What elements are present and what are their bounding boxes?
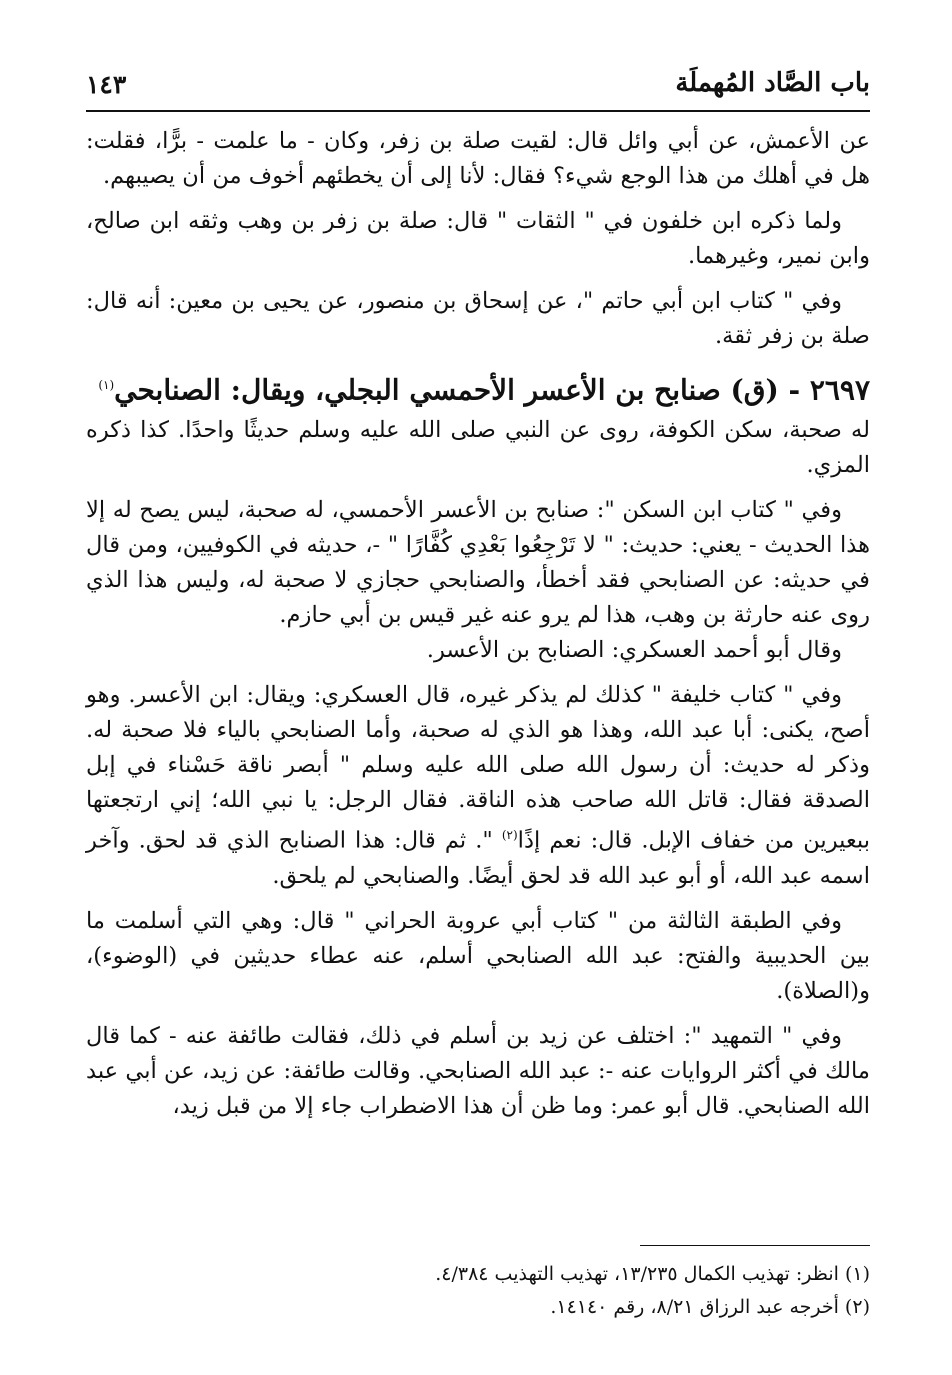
paragraph-sahaba: له صحبة، سكن الكوفة، روى عن النبي صلى الله عليه وسلم حديثًا واحدًا. كذا ذكره المزي. (86, 417, 870, 479)
paragraph-tamhid: وفي " التمهيد ": اختلف عن زيد بن أسلم في ذلك، فقالت طائفة عنه - كما قال مالك في أكثر الروايات عنه -: عبد الله الصنابحي. وقالت طائفة: عن زيد، عن أبي عبد الله الصنابحي. قال أبو عمر: وما ظن أن هذا الاضطراب جاء إلا من قبل زيد، (86, 1022, 870, 1119)
khalifa-text-start: وفي " كتاب خليفة " كذلك لم يذكر غيره، قال العسكري: ويقال: ابن الأعسر. وهو أصح، يكنى: أبا عبد الله، وهذا هو الذي له صحبة، وأما الصنابحي بالياء فلا صحبة له. وذكر له حديث: أن رسول الله صلى الله عليه وسلم " أبصر ناقة حَسْناء في إبل الصدقة فقال: قاتل الله صاحب هذه الناقة. فقال الرجل: يا نبي الله؛ إني ارتجعتها ببعيرين من خفاف الإبل. قال: نعم إذًا (86, 682, 870, 854)
footnote-ref-1: (١) (98, 378, 115, 392)
paragraph-askari: وقال أبو أحمد العسكري: الصنابح بن الأعسر. (426, 637, 842, 664)
paragraph-amash: عن الأعمش، عن أبي وائل قال: لقيت صلة بن زفر، وكان - ما علمت - برًّا، فقلت: هل في أهلك من هذا الوجع شيء؟ فقال: لأنا إلى أن يخطئهم أخوف من أن يصيبهم. (86, 128, 870, 189)
entry-heading (86, 362, 870, 413)
page-body (86, 124, 870, 1124)
footnote-divider (640, 1245, 870, 1246)
paragraph-ibn-abi-hatim: وفي " كتاب ابن أبي حاتم "، عن إسحاق بن منصور، عن يحيى بن معين: أنه قال: صلة بن زفر ثقة. (86, 288, 870, 349)
paragraph-abu-aruba: وفي الطبقة الثالثة من " كتاب أبي عروبة الحراني " قال: وهي التي أسلمت ما بين الحديبية والفتح: عبد الله الصنابحي أسلم، عنه عطاء حديثين في (الوضوء)، و(الصلاة). (86, 907, 870, 1004)
footnote-1: (١) انظر: تهذيب الكمال ١٣/٢٣٥، تهذيب التهذيب ٤/٣٨٤. (435, 1263, 870, 1285)
paragraph-ibn-khalfun: ولما ذكره ابن خلفون في " الثقات " قال: صلة بن زفر بن وهب وثقه ابن صالح، وابن نمير، وغيرهما. (86, 208, 870, 269)
paragraph-ibn-al-sakan: وفي " كتاب ابن السكن ": صنابح بن الأعسر الأحمسي، له صحبة، ليس يصح له إلا هذا الحديث - يعني: حديث: " لا تَرْجِعُوا بَعْدِي كُفَّارًا " -، حديثه في الكوفيين، ومن قال في حديثه: عن الصنابحي فقد أخطأ، والصنابحي حجازي لا صحبة له، وليس هذا الذي روى عنه حارثة بن وهب، هذا لم يرو عنه غير قيس بن أبي حازم. (86, 497, 870, 629)
paragraph-khalifa (86, 678, 870, 894)
chapter-title: باب الصَّاد المُهملَة (675, 68, 870, 98)
running-header (86, 66, 870, 112)
khalifa-text-end: ". ثم قال: هذا الصنابح الذي قد لحق. وآخر اسمه عبد الله، أو أبو عبد الله قد لحق أيضًا. والصنابحي لم يلحق. (86, 827, 870, 889)
footnote-2: (٢) أخرجه عبد الرزاق ٨/٢١، رقم ١٤١٤٠. (550, 1296, 870, 1318)
entry-title: ٢٦٩٧ - (ق) صنابح بن الأعسر الأحمسي البجلي، ويقال: الصنابحي (114, 373, 870, 407)
footnotes (86, 1258, 870, 1324)
footnote-ref-2: (٢) (501, 828, 518, 843)
page-number: ١٤٣ (86, 70, 127, 99)
